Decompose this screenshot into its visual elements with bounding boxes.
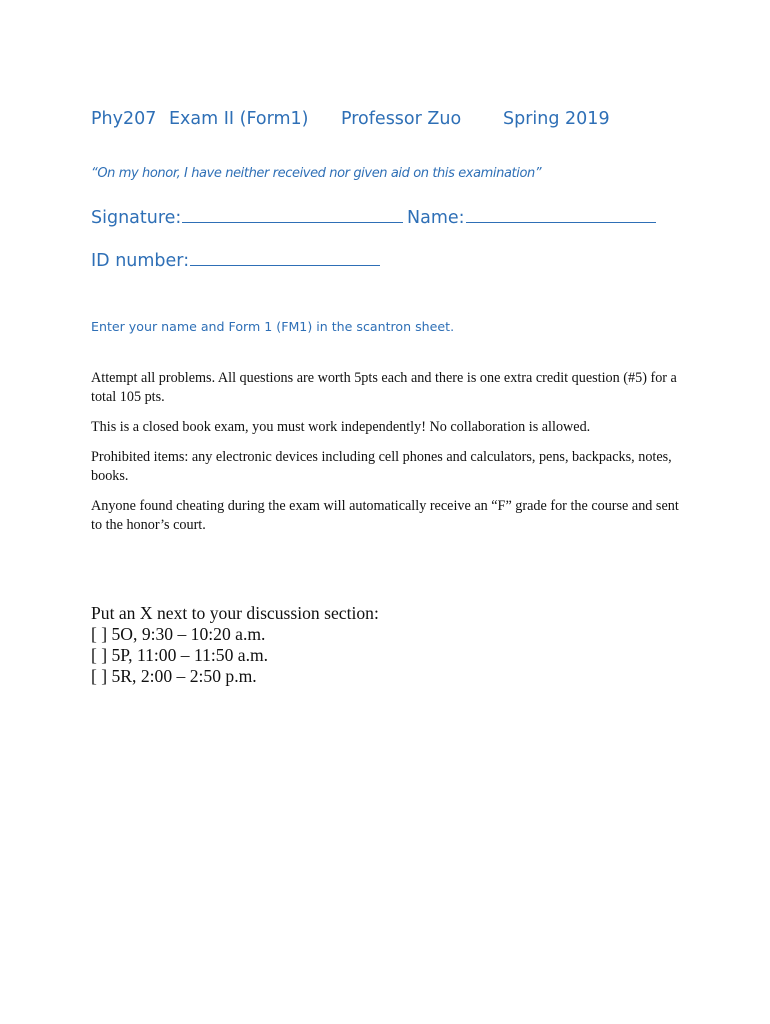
honor-statement: “On my honor, I have neither received nor given aid on this examination” [91,166,542,181]
course-code: Phy207 [91,109,157,129]
discussion-prompt: Put an X next to your discussion section: [91,603,379,623]
signature-blank[interactable] [182,204,403,223]
professor-name: Professor Zuo [341,109,462,129]
discussion-option[interactable]: [ ] 5P, 11:00 – 11:50 a.m. [91,645,269,665]
exam-title: Exam II (Form1) [169,109,309,129]
name-field [407,204,656,228]
id-number-field [91,247,380,271]
rule-paragraph: Attempt all problems. All questions are worth 5pts each and there is one extra credit question (#5) for a total 105 pts. [91,370,677,405]
signature-label: Signature: [91,208,182,228]
name-blank[interactable] [466,204,656,223]
exam-term: Spring 2019 [503,109,610,129]
scantron-instruction: Enter your name and Form 1 (FM1) in the scantron sheet. [91,319,455,334]
discussion-option[interactable]: [ ] 5O, 9:30 – 10:20 a.m. [91,624,266,644]
name-label: Name: [407,208,465,228]
id-number-blank[interactable] [190,247,380,266]
id-number-label: ID number: [91,251,190,271]
discussion-option[interactable]: [ ] 5R, 2:00 – 2:50 p.m. [91,666,257,686]
rule-paragraph: Anyone found cheating during the exam will automatically receive an “F” grade for the course and sent to the honor’s court. [91,498,679,533]
exam-rules [91,369,686,546]
discussion-section-selector [91,603,379,687]
signature-field [91,204,403,228]
rule-paragraph: This is a closed book exam, you must work independently! No collaboration is allowed. [91,419,591,435]
rule-paragraph: Prohibited items: any electronic devices including cell phones and calculators, pens, backpacks, notes, books. [91,449,672,484]
